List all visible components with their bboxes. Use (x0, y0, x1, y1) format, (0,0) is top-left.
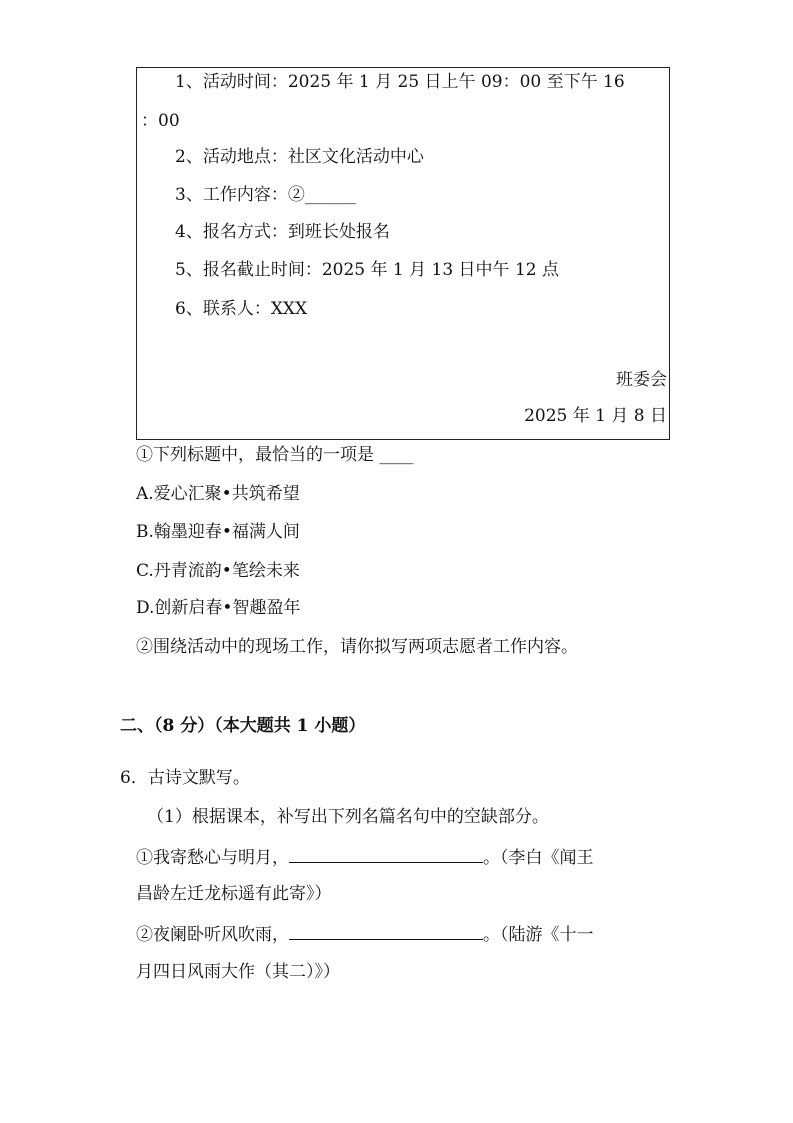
option-b: B.翰墨迎春•福满人间 (136, 522, 300, 542)
notice-signer: 班委会 (616, 370, 667, 390)
option-d: D.创新启春•智趣盈年 (136, 598, 301, 618)
poem-2-prefix: ②夜阑卧听风吹雨， (136, 925, 289, 945)
section-2-heading: 二、（8 分）（本大题共 1 小题） (120, 716, 366, 736)
poem-2-answer-blank[interactable] (289, 921, 483, 940)
notice-box (136, 67, 670, 440)
notice-item-4: 4、报名方式：到班长处报名 (175, 222, 390, 242)
notice-item-3 (175, 183, 356, 207)
poem-2-line-2: 月四日风雨大作（其二）》） (136, 962, 340, 982)
notice-item-3-label: 3、工作内容：② (175, 185, 305, 205)
poem-1-prefix: ①我寄愁心与明月， (136, 848, 289, 868)
question-1-prompt (136, 443, 413, 467)
notice-item-3-blank: ______ (304, 185, 356, 205)
notice-item-1-line-2: ：00 (141, 111, 180, 131)
notice-item-2: 2、活动地点：社区文化活动中心 (175, 147, 424, 167)
question-2-prompt: ②围绕活动中的现场工作，请你拟写两项志愿者工作内容。 (136, 637, 578, 657)
poem-1-line-2: 昌龄左迁龙标遥有此寄》） (136, 884, 332, 904)
poem-1-line-1 (136, 844, 594, 870)
notice-date: 2025 年 1 月 8 日 (524, 406, 667, 426)
poem-2-line-1 (136, 921, 594, 947)
poem-1-answer-blank[interactable] (289, 844, 483, 863)
notice-item-6: 6、联系人：XXX (175, 299, 308, 319)
question-1-text: ①下列标题中，最恰当的一项是 (136, 445, 374, 465)
option-a: A.爱心汇聚•共筑希望 (136, 484, 300, 504)
question-6-sub-1: （1）根据课本，补写出下列名篇名句中的空缺部分。 (147, 807, 549, 827)
question-1-blank: ____ (379, 445, 414, 465)
poem-2-suffix: 。（陆游《十一 (483, 925, 594, 945)
option-c: C.丹青流韵•笔绘未来 (136, 561, 300, 581)
poem-1-suffix: 。（李白《闻王 (483, 848, 594, 868)
question-6-title: 6．古诗文默写。 (120, 768, 250, 788)
notice-item-1-line-1: 1、活动时间：2025 年 1 月 25 日上午 09：00 至下午 16 (175, 72, 625, 92)
notice-item-5: 5、报名截止时间：2025 年 1 月 13 日中午 12 点 (175, 260, 559, 280)
